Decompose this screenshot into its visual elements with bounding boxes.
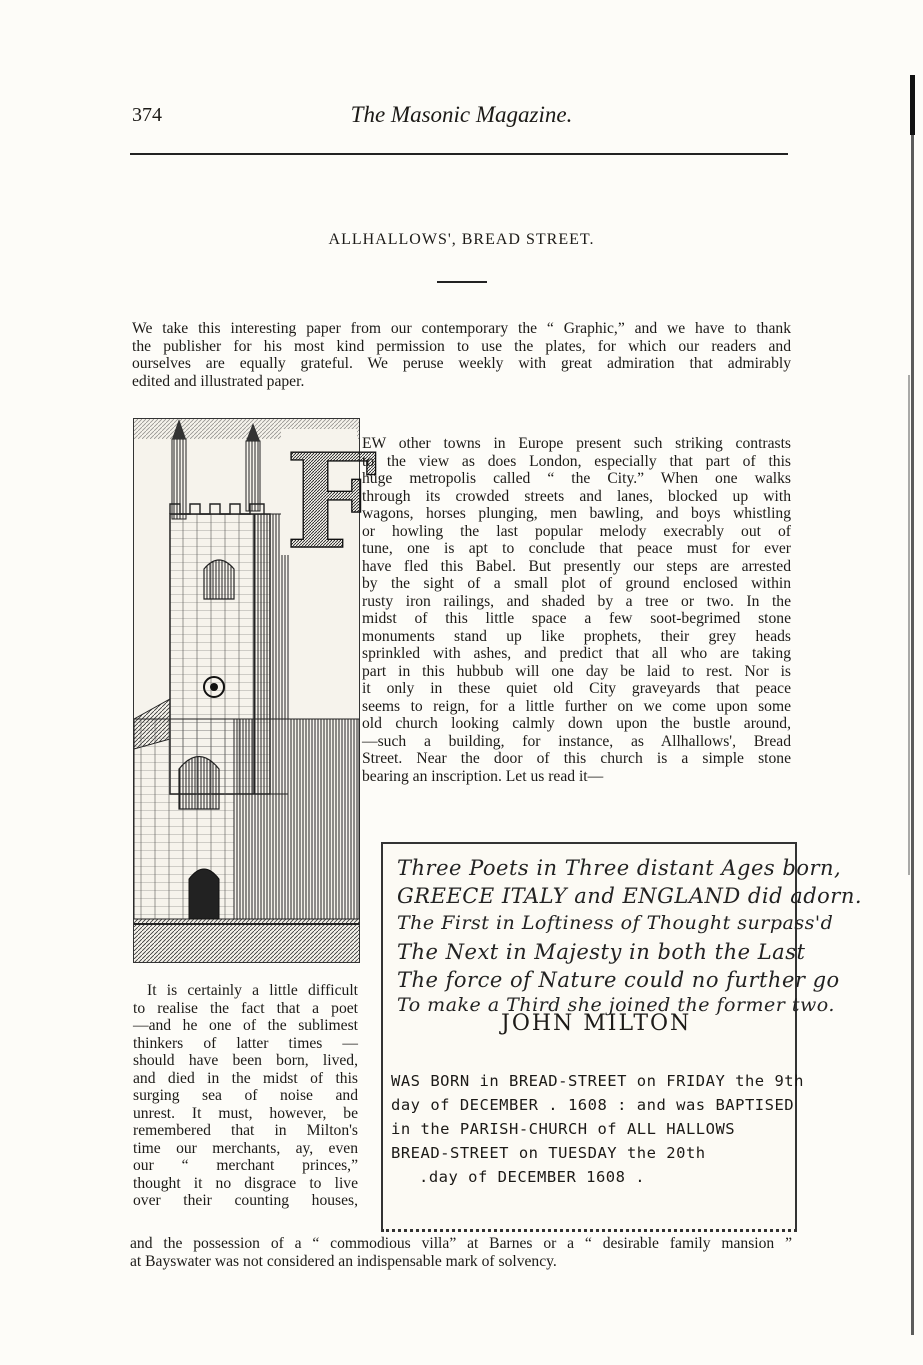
- body-line: through its crowded streets and lanes, blocked up with: [362, 487, 791, 505]
- body-line: —such a building, for instance, as Allhallows', Bread: [362, 732, 791, 750]
- body-line: and the possession of a “ commodious villa” at Barnes or a “ desirable family mansion ”: [130, 1235, 792, 1252]
- body-line: or howling the last popular melody execrably out of: [362, 522, 791, 540]
- inscription-record-line: WAS BORN in BREAD-STREET on FRIDAY the 9th: [391, 1072, 804, 1090]
- body-line: wagons, horses plunging, men bawling, and boys whistling: [362, 505, 791, 522]
- body-line: huge metropolis called “ the City.” When one walks: [362, 470, 791, 487]
- body-line: should have been born, lived,: [133, 1052, 358, 1069]
- body-line: old church looking calmly down upon the bustle around,: [362, 715, 791, 732]
- running-head: The Masonic Magazine.: [350, 102, 573, 127]
- intro-paragraph: [132, 320, 791, 390]
- body-line: it only in these quiet old City graveyards that peace: [362, 680, 791, 697]
- inscription-record-line: in the PARISH-CHURCH of ALL HALLOWS: [391, 1120, 736, 1138]
- page-edge-shadow: [905, 75, 917, 1340]
- body-line: thinkers of latter times —: [133, 1034, 358, 1052]
- drop-cap-paragraph: [362, 435, 791, 785]
- body-line: part in this hubbub will one day be laid to rest. Nor is: [362, 662, 791, 680]
- body-line: our “ merchant princes,”: [133, 1157, 358, 1174]
- header-rule: [130, 153, 788, 155]
- inscription-verse-line: GREECE ITALY and ENGLAND did adorn.: [397, 884, 863, 908]
- inscription-verse-line: The Next in Majesty in both the Last: [397, 940, 806, 964]
- body-line: tune, one is apt to conclude that peace must for ever: [362, 540, 791, 557]
- page-number: 374: [132, 104, 162, 126]
- intro-line: edited and illustrated paper.: [132, 372, 305, 390]
- drop-cap-graphic: [281, 425, 378, 578]
- body-line: and died in the midst of this: [133, 1069, 358, 1087]
- body-line: midst of this little space a few soot-begrimed stone: [362, 610, 791, 627]
- inscription-record-line: .day of DECEMBER 1608 .: [419, 1168, 646, 1186]
- body-line: by the sight of a small plot of ground enclosed within: [362, 575, 791, 592]
- body-line: thought it no disgrace to live: [133, 1174, 358, 1192]
- drop-cap: [281, 425, 378, 578]
- body-line: seems to reign, for a little further on we come upon some: [362, 697, 791, 715]
- intro-line: the publisher for his most kind permission to use the plates, for which our readers and: [132, 337, 791, 355]
- milton-inscription: [381, 842, 863, 1232]
- intro-line: We take this interesting paper from our contemporary the “ Graphic,” and we have to thank: [132, 320, 791, 337]
- body-line: unrest. It must, however, be: [133, 1104, 358, 1122]
- body-line: to realise the fact that a poet: [133, 999, 358, 1017]
- body-line: remembered that in Milton's: [133, 1122, 358, 1139]
- body-line: surging sea of noise and: [133, 1087, 358, 1104]
- intro-line: ourselves are equally grateful. We peruse weekly with great admiration that admirably: [132, 355, 791, 372]
- body-line: bearing an inscription. Let us read it—: [362, 767, 604, 785]
- inscription-verse-line: Three Poets in Three distant Ages born,: [397, 856, 842, 880]
- inscription-name: JOHN MILTON: [501, 1011, 692, 1036]
- closing-paragraph: [130, 1235, 792, 1270]
- left-column-paragraph: [133, 982, 358, 1210]
- title-dash: [437, 281, 487, 283]
- body-line: have fled this Babel. But presently our steps are arrested: [362, 557, 791, 575]
- inscription-verse-line: The First in Loftiness of Thought surpass'd: [397, 912, 834, 934]
- inscription-record-line: day of DECEMBER . 1608 : and was BAPTISED: [391, 1096, 795, 1114]
- body-line: over their counting houses,: [133, 1192, 358, 1209]
- body-line: sprinkled with ashes, and predict that all who are taking: [362, 645, 791, 662]
- body-line: Street. Near the door of this church is a simple stone: [362, 750, 791, 767]
- inscription-record-line: BREAD-STREET on TUESDAY the 20th: [391, 1144, 706, 1162]
- body-line: rusty iron railings, and shaded by a tree or two. In the: [362, 592, 791, 610]
- article-title: ALLHALLOWS', BREAD STREET.: [328, 231, 595, 248]
- body-line: monuments stand up like prophets, their grey heads: [362, 627, 791, 645]
- body-line: at Bayswater was not considered an indispensable mark of solvency.: [130, 1252, 557, 1270]
- drop-cap-letter: F: [285, 425, 378, 578]
- body-line: It is certainly a little difficult: [147, 982, 358, 999]
- body-line: to the view as does London, especially that part of this: [362, 452, 791, 470]
- body-line: —and he one of the sublimest: [133, 1017, 358, 1034]
- body-line: EW other towns in Europe present such striking contrasts: [362, 435, 791, 452]
- inscription-verse-line: To make a Third she joined the former two.: [397, 994, 835, 1016]
- inscription-verse-line: The force of Nature could no further go: [397, 968, 840, 992]
- body-line: time our merchants, ay, even: [133, 1139, 358, 1157]
